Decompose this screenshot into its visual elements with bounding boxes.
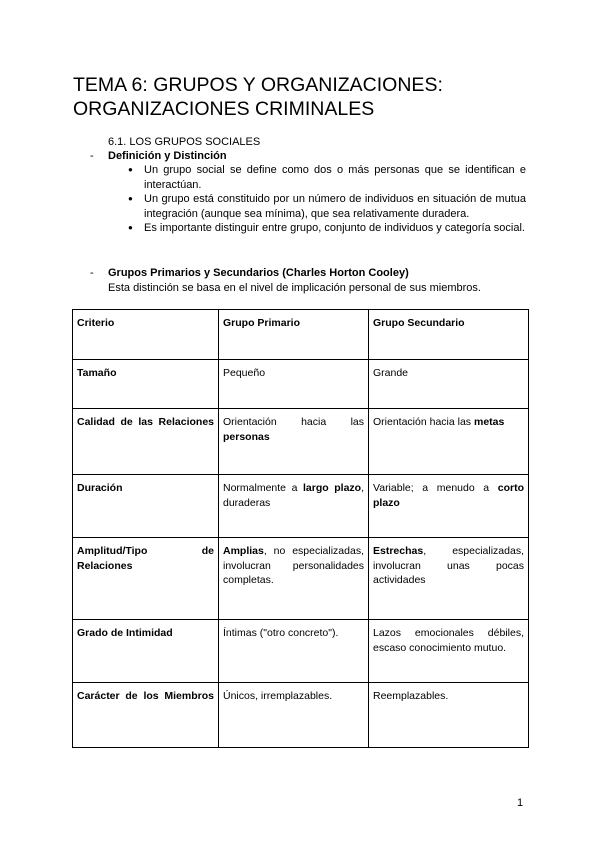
table-row — [73, 683, 529, 748]
row-label: Duración — [73, 475, 219, 538]
page-number: 1 — [517, 797, 524, 809]
row-label: Grado de Intimidad — [73, 620, 219, 683]
row-label: Calidad de las Relaciones — [73, 409, 219, 475]
bullet-item: ● Un grupo está constituido por un número de individuos en situación de mutua integración (aunque sea mínima), que sea relativamente duradera. — [128, 192, 526, 221]
header-criterio: Criterio — [73, 310, 219, 360]
definition-heading: Definición y Distinción — [108, 150, 227, 162]
dash-marker: - — [90, 267, 94, 279]
table-header-row — [73, 310, 529, 360]
primary-cell: Normalmente a largo plazo, duraderas — [219, 475, 369, 538]
table-row — [73, 538, 529, 620]
groups-heading: Grupos Primarios y Secundarios (Charles Horton Cooley) — [108, 267, 409, 279]
comparison-table — [72, 309, 529, 748]
row-label: Carácter de los Miembros — [73, 683, 219, 748]
primary-cell: Pequeño — [219, 360, 369, 409]
table-row — [73, 620, 529, 683]
secondary-cell: Grande — [369, 360, 529, 409]
bullet-item: ● Es importante distinguir entre grupo, conjunto de individuos y categoría social. — [128, 221, 526, 236]
secondary-cell: Orientación hacia las metas — [369, 409, 529, 475]
table-row — [73, 409, 529, 475]
secondary-cell: Lazos emocionales débiles, escaso conocimiento mutuo. — [369, 620, 529, 683]
dash-marker: - — [90, 150, 94, 162]
document-title: TEMA 6: GRUPOS Y ORGANIZACIONES: ORGANIZACIONES CRIMINALES — [73, 74, 443, 120]
bullet-item: ● Un grupo social se define como dos o más personas que se identifican e interactúan. — [128, 163, 526, 192]
row-label: Tamaño — [73, 360, 219, 409]
secondary-cell: Reemplazables. — [369, 683, 529, 748]
table-row — [73, 475, 529, 538]
header-grupo-secundario: Grupo Secundario — [369, 310, 529, 360]
secondary-cell: Variable; a menudo a corto plazo — [369, 475, 529, 538]
header-grupo-primario: Grupo Primario — [219, 310, 369, 360]
primary-cell: Únicos, irremplazables. — [219, 683, 369, 748]
primary-cell: Íntimas ("otro concreto"). — [219, 620, 369, 683]
groups-description: Esta distinción se basa en el nivel de implicación personal de sus miembros. — [108, 282, 481, 294]
primary-cell: Amplias, no especializadas, involucran personalidades completas. — [219, 538, 369, 620]
definition-bullet-list — [128, 163, 526, 236]
section-heading: 6.1. LOS GRUPOS SOCIALES — [108, 136, 261, 148]
primary-cell: Orientación hacia las personas — [219, 409, 369, 475]
row-label: Amplitud/Tipo de Relaciones — [73, 538, 219, 620]
table-row — [73, 360, 529, 409]
secondary-cell: Estrechas, especializadas, involucran unas pocas actividades — [369, 538, 529, 620]
